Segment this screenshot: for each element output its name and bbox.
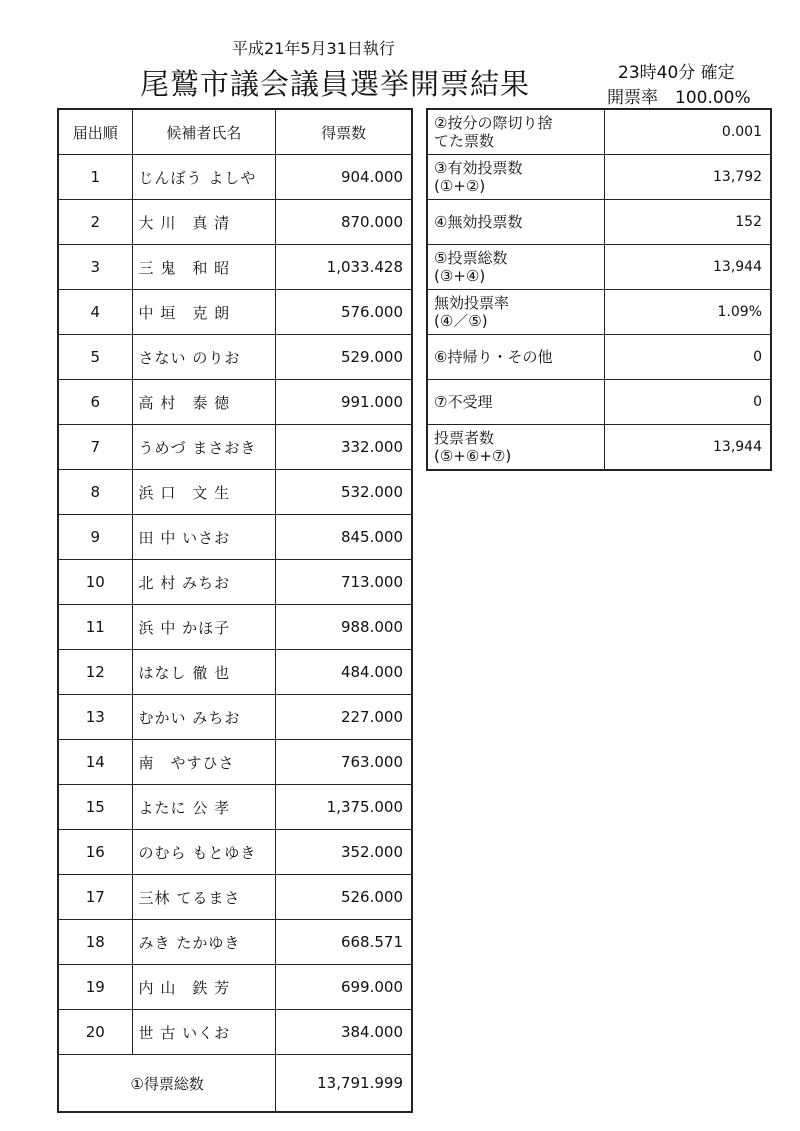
- summary-label-line1: ⑤投票総数: [434, 249, 508, 267]
- candidate-name: 北 村 みちお: [132, 560, 276, 605]
- candidates-table: [57, 108, 413, 1113]
- summary-label-line2: (④／⑤): [434, 312, 488, 330]
- candidate-name: はなし 徹 也: [132, 650, 276, 695]
- summary-value: 152: [604, 200, 771, 245]
- candidate-votes: 532.000: [276, 470, 412, 515]
- summary-row: [427, 200, 771, 245]
- candidate-number: 3: [58, 245, 132, 290]
- candidate-name: 田 中 いさお: [132, 515, 276, 560]
- candidate-name: 浜 中 かほ子: [132, 605, 276, 650]
- candidate-number: 20: [58, 1010, 132, 1055]
- summary-label-line2: てた票数: [434, 132, 495, 150]
- candidate-name: さない のりお: [132, 335, 276, 380]
- candidate-number: 1: [58, 155, 132, 200]
- total-row: [58, 1055, 412, 1113]
- candidate-name: 中 垣 克 朗: [132, 290, 276, 335]
- summary-label: [427, 290, 604, 335]
- candidate-votes: 529.000: [276, 335, 412, 380]
- summary-label: [427, 155, 604, 200]
- table-row: [58, 200, 412, 245]
- summary-row: [427, 380, 771, 425]
- table-row: [58, 965, 412, 1010]
- summary-label-line1: ⑦不受理: [434, 393, 493, 411]
- candidate-number: 6: [58, 380, 132, 425]
- summary-value: 13,944: [604, 425, 771, 471]
- summary-row: [427, 290, 771, 335]
- candidate-votes: 352.000: [276, 830, 412, 875]
- summary-label-line1: 無効投票率: [434, 294, 510, 312]
- candidate-name: 浜 口 文 生: [132, 470, 276, 515]
- header-candidate-name: 候補者氏名: [132, 109, 276, 155]
- candidate-number: 9: [58, 515, 132, 560]
- candidate-votes: 484.000: [276, 650, 412, 695]
- summary-table: [426, 108, 772, 471]
- candidate-votes: 991.000: [276, 380, 412, 425]
- table-row: [58, 695, 412, 740]
- table-row: [58, 245, 412, 290]
- election-date: 平成21年5月31日執行: [232, 39, 395, 58]
- header-votes: 得票数: [276, 109, 412, 155]
- summary-value: 0: [604, 380, 771, 425]
- table-row: [58, 470, 412, 515]
- summary-label: [427, 245, 604, 290]
- summary-row: [427, 335, 771, 380]
- candidate-votes: 332.000: [276, 425, 412, 470]
- candidate-number: 13: [58, 695, 132, 740]
- candidate-votes: 904.000: [276, 155, 412, 200]
- candidate-number: 15: [58, 785, 132, 830]
- candidate-number: 8: [58, 470, 132, 515]
- summary-label-line1: ③有効投票数: [434, 159, 523, 177]
- candidate-votes: 763.000: [276, 740, 412, 785]
- open-rate: 開票率 100.00%: [607, 88, 751, 108]
- candidate-votes: 713.000: [276, 560, 412, 605]
- candidate-name: みき たかゆき: [132, 920, 276, 965]
- candidate-number: 18: [58, 920, 132, 965]
- table-row: [58, 560, 412, 605]
- summary-value: 0: [604, 335, 771, 380]
- summary-value: 13,944: [604, 245, 771, 290]
- confirm-time: 23時40分 確定: [618, 63, 735, 83]
- candidate-votes: 845.000: [276, 515, 412, 560]
- candidate-name: 大 川 真 清: [132, 200, 276, 245]
- candidate-number: 14: [58, 740, 132, 785]
- table-row: [58, 920, 412, 965]
- table-row: [58, 875, 412, 920]
- table-row: [58, 650, 412, 695]
- table-row: [58, 785, 412, 830]
- summary-label-line2: (①+②): [434, 177, 486, 195]
- candidate-name: 世 古 いくお: [132, 1010, 276, 1055]
- candidates-header-row: [58, 109, 412, 155]
- candidate-number: 16: [58, 830, 132, 875]
- table-row: [58, 605, 412, 650]
- candidate-votes: 870.000: [276, 200, 412, 245]
- candidate-votes: 1,033.428: [276, 245, 412, 290]
- candidate-votes: 668.571: [276, 920, 412, 965]
- candidate-name: うめづ まさおき: [132, 425, 276, 470]
- summary-label-line1: ②按分の際切り捨: [434, 114, 553, 132]
- summary-label-line1: 投票者数: [434, 429, 495, 447]
- candidate-number: 7: [58, 425, 132, 470]
- summary-row: [427, 155, 771, 200]
- table-row: [58, 425, 412, 470]
- table-row: [58, 380, 412, 425]
- candidate-name: 南 やすひさ: [132, 740, 276, 785]
- table-row: [58, 290, 412, 335]
- candidate-number: 17: [58, 875, 132, 920]
- candidate-number: 19: [58, 965, 132, 1010]
- summary-row: [427, 425, 771, 471]
- summary-label-line2: (⑤+⑥+⑦): [434, 447, 512, 465]
- summary-label-line1: ⑥持帰り・その他: [434, 348, 553, 366]
- summary-label: [427, 380, 604, 425]
- table-row: [58, 1010, 412, 1055]
- total-votes-value: 13,791.999: [276, 1055, 412, 1113]
- candidate-number: 10: [58, 560, 132, 605]
- summary-label-line2: (③+④): [434, 267, 486, 285]
- summary-label: [427, 335, 604, 380]
- candidate-name: 内 山 鉄 芳: [132, 965, 276, 1010]
- candidate-votes: 1,375.000: [276, 785, 412, 830]
- table-row: [58, 155, 412, 200]
- candidate-votes: 576.000: [276, 290, 412, 335]
- summary-label: [427, 200, 604, 245]
- candidate-votes: 227.000: [276, 695, 412, 740]
- candidate-name: よたに 公 孝: [132, 785, 276, 830]
- total-votes-label: ①得票総数: [58, 1055, 276, 1113]
- summary-value: 1.09%: [604, 290, 771, 335]
- candidate-votes: 384.000: [276, 1010, 412, 1055]
- summary-row: [427, 245, 771, 290]
- candidate-number: 5: [58, 335, 132, 380]
- candidate-number: 12: [58, 650, 132, 695]
- candidate-number: 2: [58, 200, 132, 245]
- summary-value: 13,792: [604, 155, 771, 200]
- candidate-name: じんぼう よしや: [132, 155, 276, 200]
- candidate-name: むかい みちお: [132, 695, 276, 740]
- table-row: [58, 515, 412, 560]
- candidate-votes: 699.000: [276, 965, 412, 1010]
- summary-row: [427, 109, 771, 155]
- candidate-name: 三 鬼 和 昭: [132, 245, 276, 290]
- candidate-name: 三林 てるまさ: [132, 875, 276, 920]
- candidate-votes: 526.000: [276, 875, 412, 920]
- summary-value: 0.001: [604, 109, 771, 155]
- summary-label: [427, 109, 604, 155]
- candidate-name: のむら もとゆき: [132, 830, 276, 875]
- candidate-number: 11: [58, 605, 132, 650]
- candidate-votes: 988.000: [276, 605, 412, 650]
- header-order: 届出順: [58, 109, 132, 155]
- table-row: [58, 740, 412, 785]
- page-title: 尾鷲市議会議員選挙開票結果: [140, 67, 531, 101]
- table-row: [58, 335, 412, 380]
- candidate-number: 4: [58, 290, 132, 335]
- summary-label: [427, 425, 604, 471]
- candidate-name: 高 村 泰 徳: [132, 380, 276, 425]
- summary-label-line1: ④無効投票数: [434, 213, 523, 231]
- table-row: [58, 830, 412, 875]
